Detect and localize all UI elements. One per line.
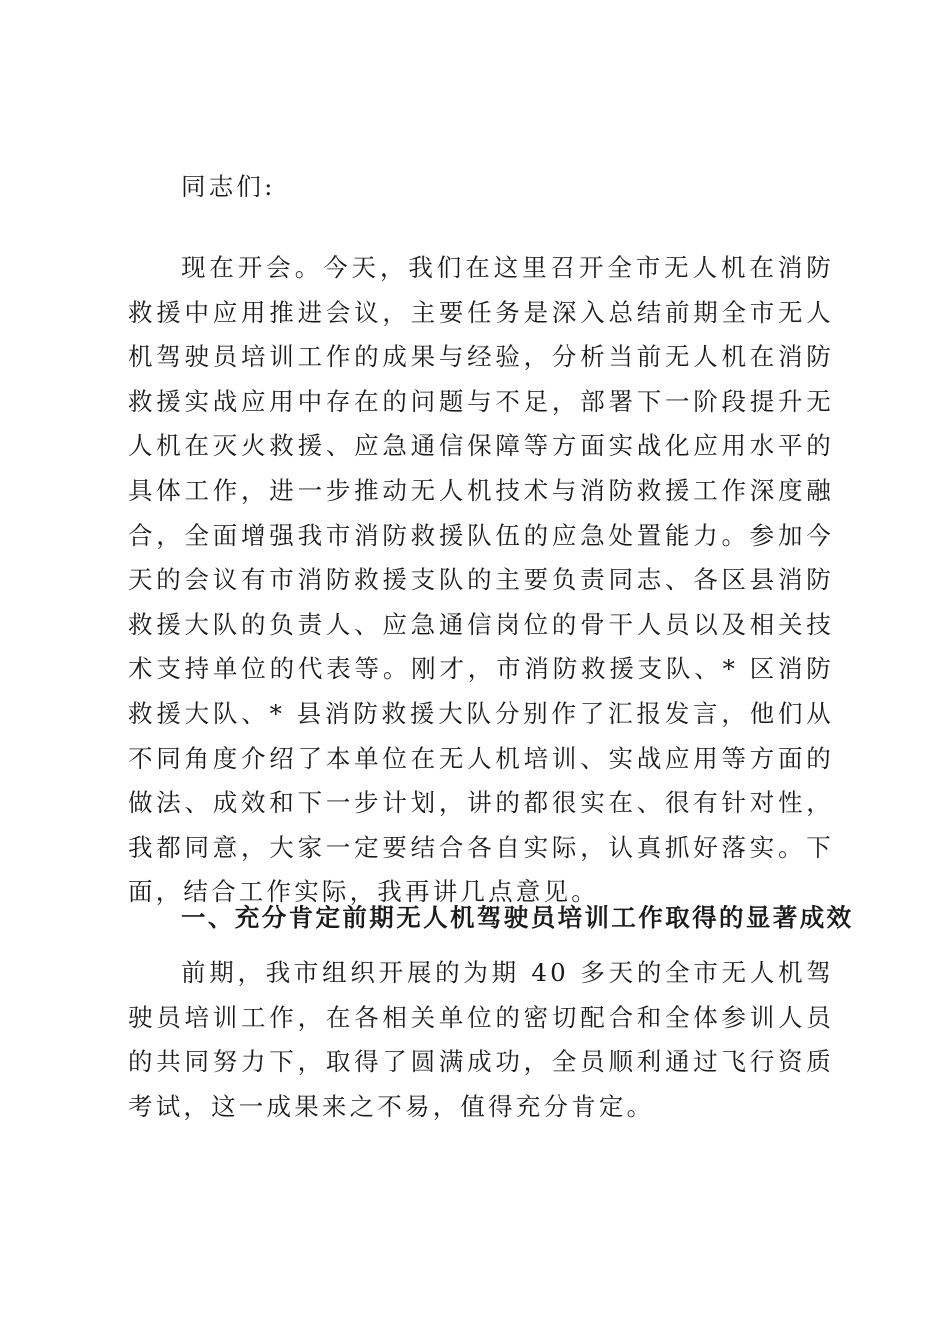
opening-paragraph: 现在开会。今天，我们在这里召开全市无人机在消防救援中应用推进会议，主要任务是深入总结前期全市无人机驾驶员培训工作的成果与经验，分析当前无人机在消防救援实战应用中存在的问题与不足，部署下一阶段提升无人机在灭火救援、应急通信保障等方面实战化应用水平的具体工作，进一步推动无人机技术与消防救援工作深度融合，全面增强我市消防救援队伍的应急处置能力。参加今天的会议有市消防救援支队的主要负责同志、各区县消防救援大队的负责人、应急通信岗位的骨干人员以及相关技术支持单位的代表等。刚才，市消防救援支队、* 区消防救援大队、* 县消防救援大队分别作了汇报发言，他们从不同角度介绍了本单位在无人机培训、实战应用等方面的做法、成效和下一步计划，讲的都很实在、很有针对性，我都同意，大家一定要结合各自实际，认真抓好落实。下面，结合工作实际，我再讲几点意见。 bbox=[128, 253, 834, 907]
section-1-paragraph: 前期，我市组织开展的为期 40 多天的全市无人机驾驶员培训工作，在各相关单位的密切配合和全体参训人员的共同努力下，取得了圆满成功，全员顺利通过飞行资质考试，这一成果来之不易，值得充分肯定。 bbox=[128, 958, 834, 1121]
section-heading-1: 一、充分肯定前期无人机驾驶员培训工作取得的显著成效 bbox=[181, 903, 854, 932]
greeting: 同志们: bbox=[181, 172, 276, 201]
